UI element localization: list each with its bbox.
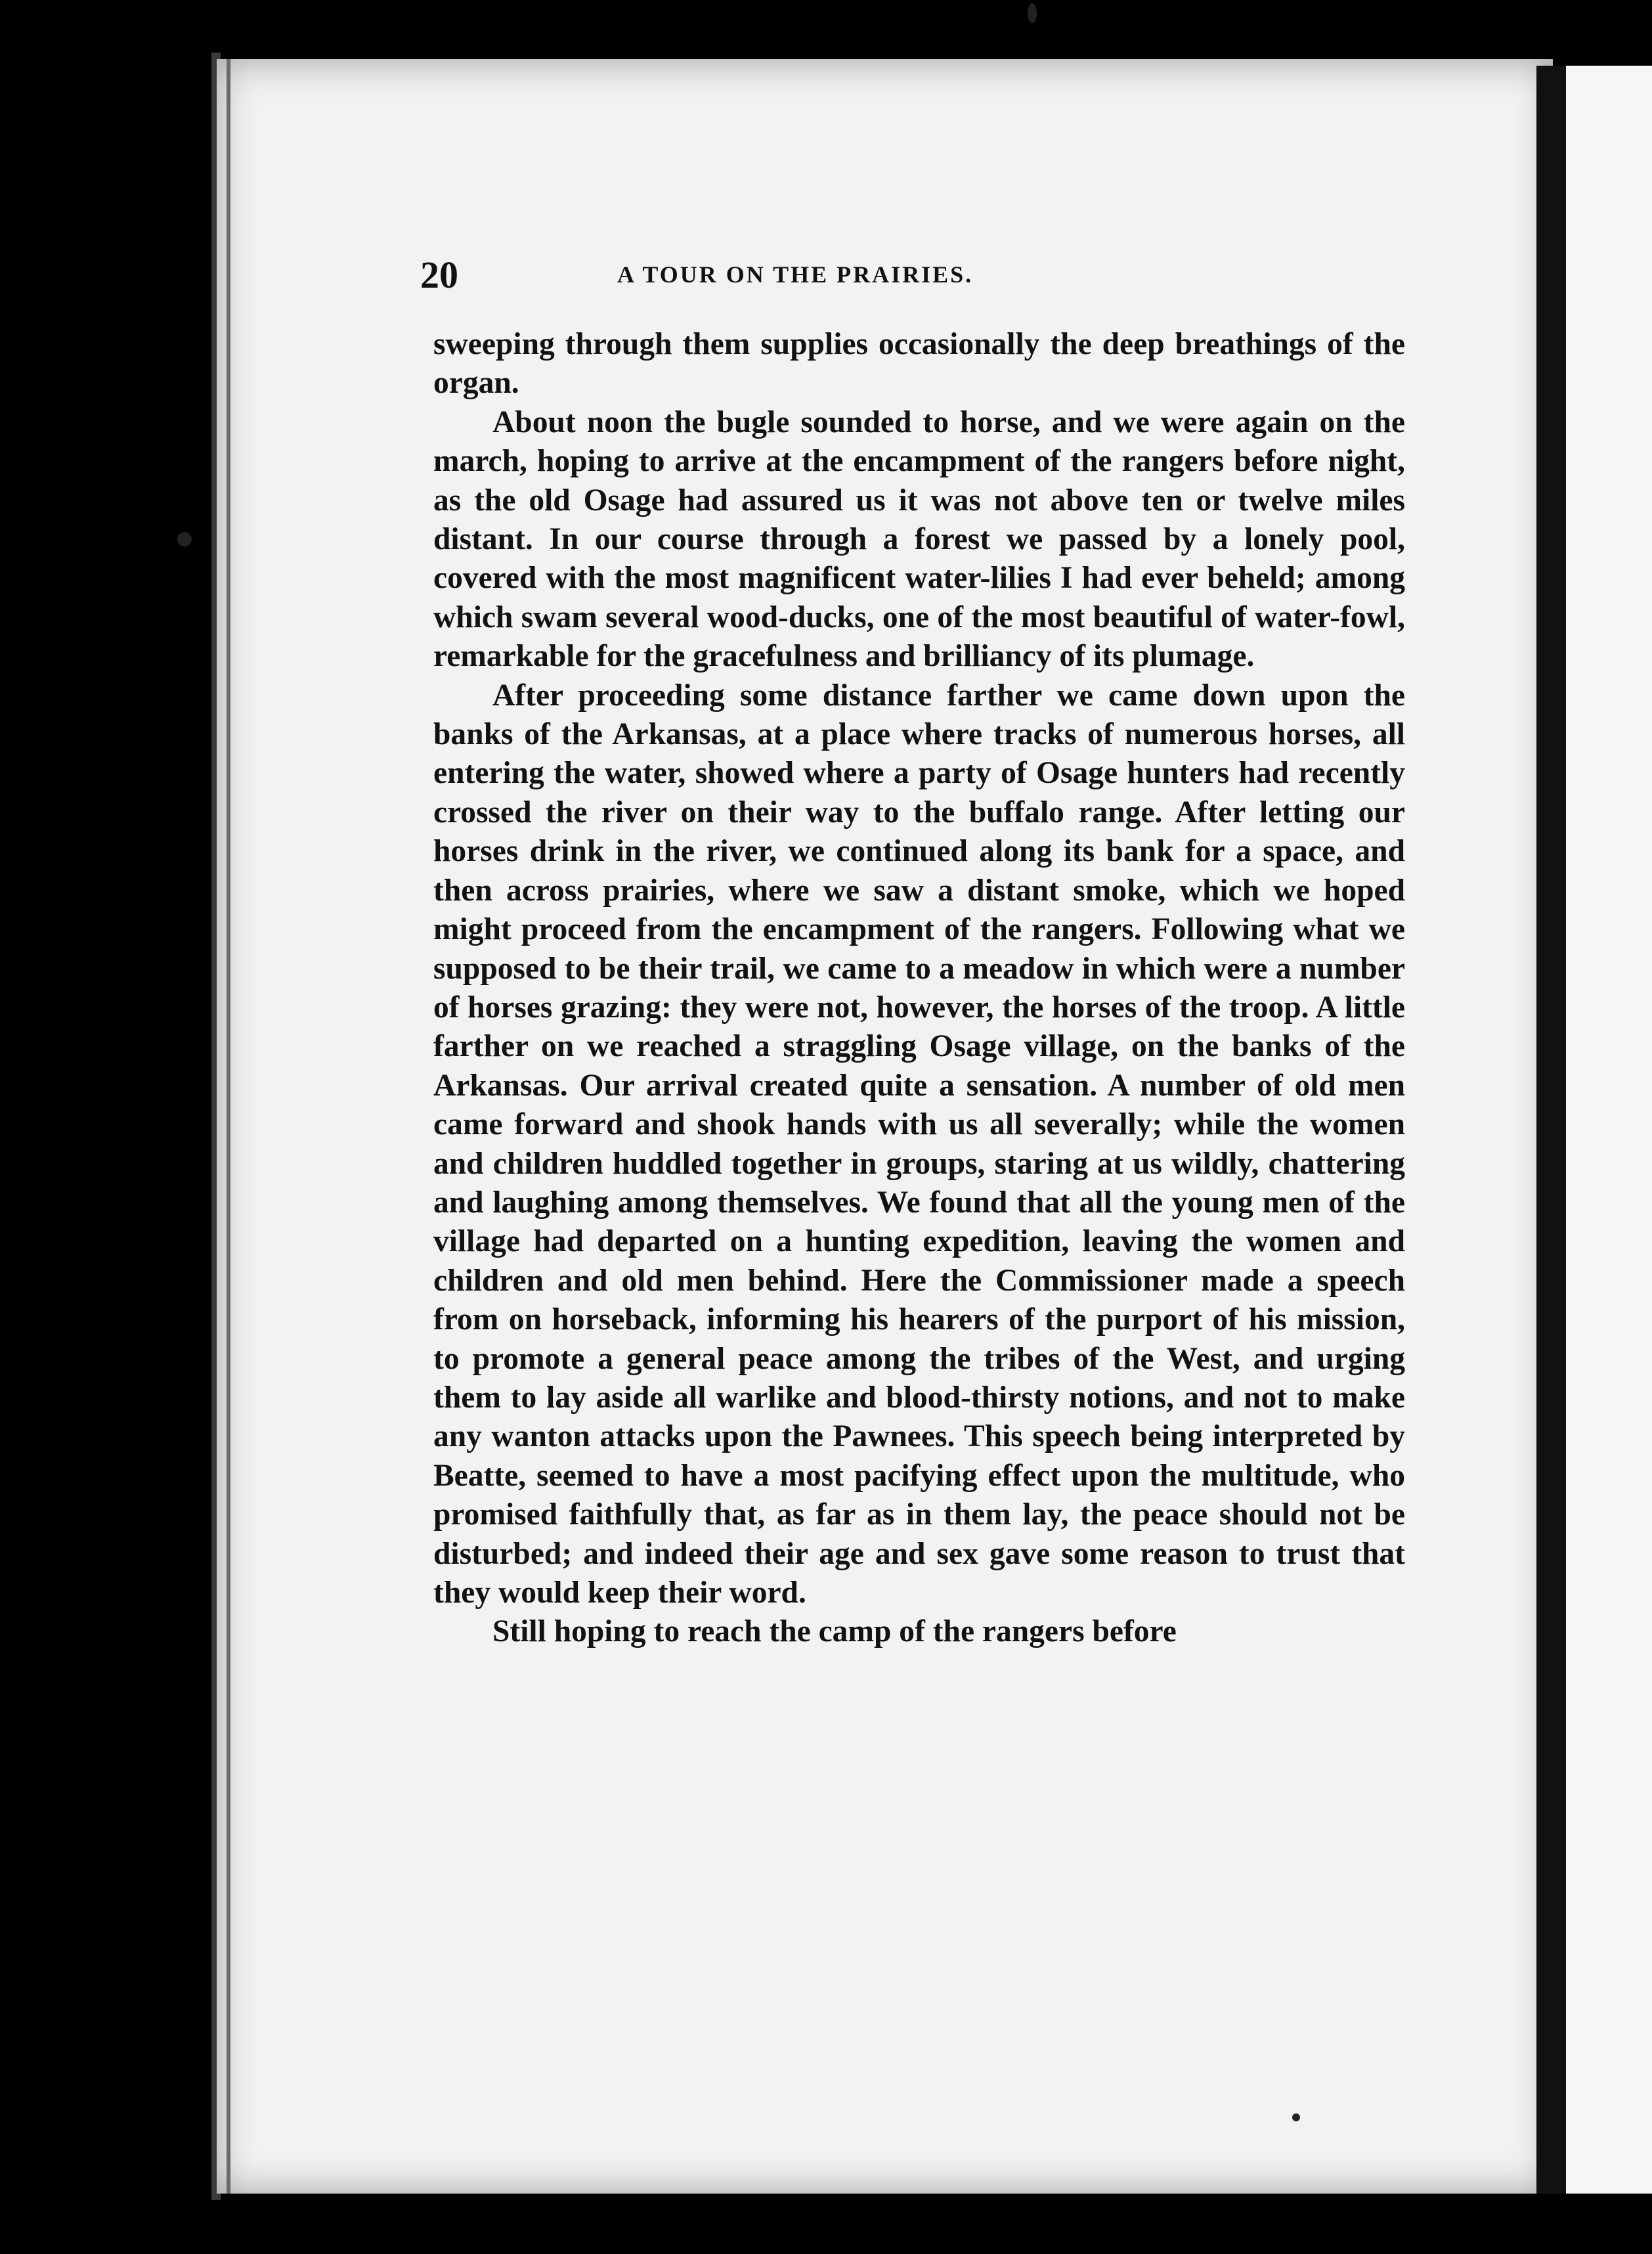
gutter-shadow [1536, 66, 1566, 2194]
running-head [420, 253, 1379, 299]
ink-speck [177, 532, 192, 546]
paragraph: After proceeding some distance farther we came down upon the banks of the Arkansas, at a place where tracks of numerous horses, all entering the water, showed where a party of Osage hunters had recently crossed the river on their way to the buffalo range. After letting our horses drink in the river, we continued along its bank for a space, and then across prairies, where we saw a distant smoke, which we hoped might proceed from the encampment of the rangers. Following what we supposed to be their trail, we came to a meadow in which were a number of horses grazing: they were not, however, the horses of the troop. A little farther on we reached a straggling Osage village, on the banks of the Arkansas. Our arrival created quite a sensation. A number of old men came forward and shook hands with us all severally; while the women and children huddled together in groups, staring at us wildly, chattering and laughing among themselves. We found that all the young men of the village had departed on a hunting expedition, leaving the women and children and old men behind. Here the Commissioner made a speech from on horseback, informing his hearers of the purport of his mission, to promote a general peace among the tribes of the West, and urging them to lay aside all warlike and blood-thirsty notions, and not to make any wanton attacks upon the Pawnees. This speech being interpreted by Beatte, seemed to have a most pacifying effect upon the multitude, who promised faithfully that, as far as in them lay, the peace should not be disturbed; and indeed their age and sex gave some reason to trust that they would keep their word. [433, 678, 1405, 1610]
body-text [433, 325, 1405, 1652]
paragraph: About noon the bugle sounded to horse, and we were again on the march, hoping to arrive at the encampment of the rangers before night, as the old Osage had assured us it was not above ten or twelve miles distant. In our course through a forest we passed by a lonely pool, covered with the most magnificent water-lilies I had ever beheld; among which swam several wood-ducks, one of the most beautiful of water-fowl, remarkable for the gracefulness and brilliancy of its plumage. [433, 405, 1405, 674]
paragraph: Still hoping to reach the camp of the rangers before [492, 1614, 1177, 1649]
running-title: A TOUR ON THE PRAIRIES. [617, 261, 974, 288]
facing-page-edge [1566, 66, 1652, 2194]
page-fold-line [227, 59, 230, 2194]
ink-speck [1028, 3, 1037, 23]
page-number: 20 [420, 254, 458, 296]
ink-speck [1292, 2113, 1300, 2121]
paragraph-continued: sweeping through them supplies occasionally the deep breathings of the organ. [433, 327, 1405, 401]
